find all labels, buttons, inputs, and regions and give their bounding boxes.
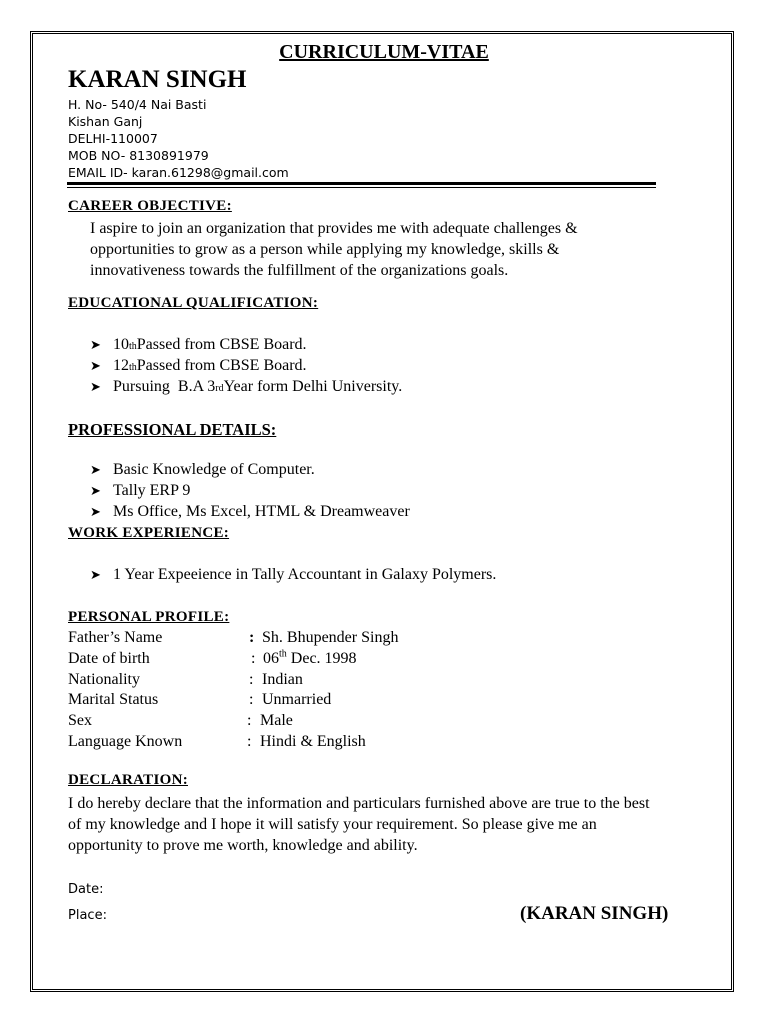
place-label: Place: [68, 908, 107, 923]
profile-value-dob: 06th Dec. 1998 [263, 648, 357, 667]
declaration-line-1: I do hereby declare that the information and particulars furnished above are true to the best [68, 795, 650, 812]
declaration-heading: DECLARATION: [68, 772, 188, 788]
bullet-arrow-icon: ➤ [90, 504, 101, 519]
profile-label-father-name: Father’s Name [68, 629, 163, 646]
professional-item: ➤ Ms Office, Ms Excel, HTML & Dreamweaver [90, 503, 410, 520]
declaration-line-2: of my knowledge and I hope it will satisfy your requirement. So please give me an [68, 816, 597, 833]
bullet-arrow-icon: ➤ [90, 337, 101, 352]
profile-colon: : [249, 671, 254, 688]
address-line-3: DELHI-110007 [68, 131, 158, 146]
profile-label-language: Language Known [68, 733, 183, 750]
education-item: ➤ 10 th Passed from CBSE Board. [90, 336, 307, 353]
header-divider-thin [67, 187, 656, 188]
bullet-arrow-icon: ➤ [90, 567, 101, 582]
candidate-name: KARAN SINGH [68, 66, 247, 93]
professional-item: ➤ Tally ERP 9 [90, 482, 191, 499]
professional-item: ➤ Basic Knowledge of Computer. [90, 461, 315, 478]
personal-profile-heading: PERSONAL PROFILE: [68, 609, 230, 625]
profile-label-nationality: Nationality [68, 671, 140, 688]
mobile-number: MOB NO- 8130891979 [68, 148, 209, 163]
profile-value-marital-status: Unmarried [262, 691, 332, 708]
profile-label-dob: Date of birth [68, 650, 150, 667]
declaration-line-3: opportunity to prove me worth, knowledge and ability. [68, 837, 418, 854]
date-label: Date: [68, 882, 104, 897]
profile-value-sex: Male [260, 712, 293, 729]
profile-label-marital-status: Marital Status [68, 691, 159, 708]
signature-name: (KARAN SINGH) [520, 903, 669, 924]
profile-colon: : [249, 629, 255, 646]
bullet-arrow-icon: ➤ [90, 379, 101, 394]
education-item: ➤ 12 th Passed from CBSE Board. [90, 357, 307, 374]
header-divider-thick [67, 182, 656, 185]
profile-value-nationality: Indian [262, 671, 303, 688]
address-line-2: Kishan Ganj [68, 114, 143, 129]
profile-colon: : [249, 691, 254, 708]
career-objective-line-1: I aspire to join an organization that provides me with adequate challenges & [90, 220, 578, 237]
work-experience-heading: WORK EXPERIENCE: [68, 525, 230, 541]
education-item: ➤ Pursuing B.A 3 rd Year form Delhi University. [90, 378, 403, 395]
bullet-arrow-icon: ➤ [90, 462, 101, 477]
career-objective-line-3: innovativeness towards the fulfillment of the organizations goals. [90, 262, 509, 279]
career-objective-line-2: opportunities to grow as a person while applying my knowledge, skills & [90, 241, 560, 258]
career-objective-heading: CAREER OBJECTIVE: [68, 198, 232, 214]
profile-value-father-name: Sh. Bhupender Singh [262, 629, 399, 646]
professional-heading: PROFESSIONAL DETAILS: [68, 420, 277, 439]
profile-value-language: Hindi & English [260, 733, 366, 750]
document-title: CURRICULUM-VITAE [279, 41, 489, 63]
profile-label-sex: Sex [68, 712, 92, 729]
bullet-arrow-icon: ➤ [90, 358, 101, 373]
profile-colon: : [251, 650, 256, 667]
email-address: EMAIL ID- karan.61298@gmail.com [68, 165, 289, 180]
education-heading: EDUCATIONAL QUALIFICATION: [68, 295, 319, 311]
profile-colon: : [247, 733, 252, 750]
work-experience-item: ➤ 1 Year Expeeience in Tally Accountant in Galaxy Polymers. [90, 566, 497, 583]
address-line-1: H. No- 540/4 Nai Basti [68, 97, 207, 112]
profile-colon: : [247, 712, 252, 729]
bullet-arrow-icon: ➤ [90, 483, 101, 498]
